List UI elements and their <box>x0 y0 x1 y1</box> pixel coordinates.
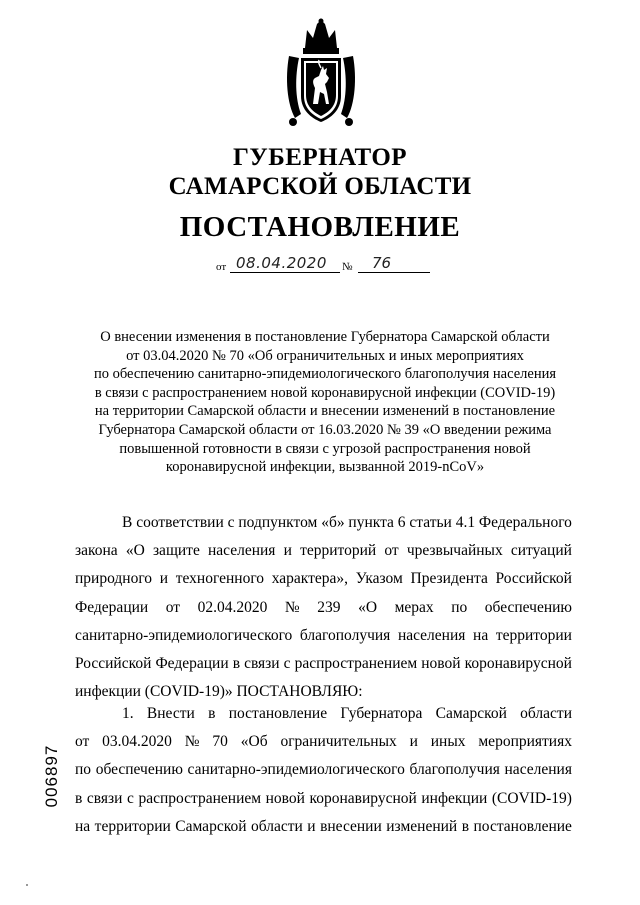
subject-line: повышенной готовности в связи с угрозой распространения новой <box>119 440 531 457</box>
date-label: от <box>216 261 227 273</box>
word: защите <box>152 542 200 560</box>
word: Федерального <box>478 514 572 531</box>
text-line <box>75 728 572 756</box>
date-number-line <box>200 253 440 277</box>
word: области <box>250 817 303 835</box>
word: «б» <box>321 514 345 531</box>
word: на <box>473 626 489 644</box>
word: внесении <box>320 817 382 835</box>
word: Внести <box>146 705 195 722</box>
word: инфекции <box>421 789 488 807</box>
word: подпунктом <box>238 514 318 531</box>
issuer-region: САМАРСКОЙ ОБЛАСТИ <box>168 173 472 200</box>
word: чрезвычайных <box>406 542 503 560</box>
word: в <box>75 789 83 807</box>
word: населения <box>504 761 572 779</box>
word: Федерации <box>155 654 229 672</box>
word: 4.1 <box>455 514 476 531</box>
samara-coat-of-arms-icon <box>285 18 357 130</box>
word: обеспечению <box>484 598 572 616</box>
margin-mark <box>26 884 28 886</box>
preamble-paragraph <box>75 509 572 706</box>
word: санитарно-эпидемиологического <box>75 626 293 644</box>
word: связи <box>244 654 280 672</box>
word: Федерации <box>75 598 149 616</box>
word: благополучия <box>409 761 500 779</box>
word: новой <box>265 789 305 807</box>
text-line <box>75 785 572 813</box>
word: от <box>384 542 399 560</box>
subject-line: коронавирусной инфекции, вызванной 2019-nCoV» <box>165 459 485 476</box>
word: № <box>184 733 200 751</box>
word: 239 <box>317 598 341 616</box>
word: мероприятиях <box>478 733 572 751</box>
text-line <box>75 813 572 841</box>
text-line <box>75 594 572 622</box>
word: территории <box>94 817 171 835</box>
text-line: инфекции (COVID-19)» ПОСТАНОВЛЯЮ: <box>75 683 363 701</box>
word: Российской <box>75 654 152 672</box>
word: коронавирусной <box>309 789 417 807</box>
word: в <box>461 817 470 835</box>
word: «О <box>125 542 145 560</box>
word: 1. <box>122 705 134 722</box>
document-subject <box>75 328 575 477</box>
registration-code: 006897 <box>42 744 61 808</box>
word: ситуаций <box>510 542 572 560</box>
word: и <box>159 570 169 588</box>
word: № <box>284 598 300 616</box>
subject-line: в связи с распространением новой коронавирусной инфекции (COVID-19) <box>94 384 556 401</box>
word: ограничительных <box>280 733 397 751</box>
word: изменений <box>386 817 458 835</box>
date-underline <box>230 272 340 273</box>
word: новой <box>421 654 461 672</box>
word: соответствии <box>136 514 224 531</box>
word: коронавирусной <box>464 654 572 672</box>
number-underline <box>358 272 430 273</box>
word: по <box>75 761 92 779</box>
word: постановление <box>473 817 572 835</box>
word: Российской <box>495 570 572 588</box>
word: и <box>409 733 418 751</box>
word: санитарно-эпидемиологического <box>187 761 405 779</box>
word: территории <box>495 626 572 644</box>
word: распространением <box>138 789 262 807</box>
handwritten-number: 76 <box>372 254 392 272</box>
word: на <box>75 817 91 835</box>
word: распространением <box>294 654 418 672</box>
word: Президента <box>410 570 488 588</box>
text-line <box>75 622 572 650</box>
word: статьи <box>409 514 452 531</box>
word: и <box>307 817 316 835</box>
word: 6 <box>397 514 406 531</box>
handwritten-date: 08.04.2020 <box>236 254 327 272</box>
subject-line: от 03.04.2020 № 70 «Об ограничительных и иных мероприятиях <box>126 347 524 364</box>
word: постановление <box>228 705 328 722</box>
word: 02.04.2020 <box>197 598 268 616</box>
word: по <box>451 598 468 616</box>
word: характера», <box>271 570 349 588</box>
word: и <box>283 542 292 560</box>
word: обеспечению <box>95 761 183 779</box>
word: «О <box>358 598 378 616</box>
word: в <box>208 705 216 722</box>
word: от <box>75 733 90 751</box>
subject-line: О внесении изменения в постановление Губернатора Самарской области <box>100 329 550 345</box>
word: с <box>283 654 291 672</box>
word: техногенного <box>175 570 265 588</box>
word: территорий <box>300 542 377 560</box>
word: пункта <box>348 514 394 531</box>
text-line <box>75 756 572 784</box>
text-line <box>75 650 572 678</box>
number-label: № <box>342 261 353 273</box>
word: от <box>165 598 181 616</box>
word: В <box>122 514 133 531</box>
subject-line: Губернатора Самарской области от 16.03.2020 № 39 «О введении режима <box>98 421 552 438</box>
word: 70 <box>212 733 228 751</box>
word: Губернатора <box>340 705 423 722</box>
word: населения <box>207 542 276 560</box>
word: природного <box>75 570 153 588</box>
clause-1-paragraph <box>75 700 572 841</box>
word: области <box>520 705 572 722</box>
text-line <box>75 509 572 537</box>
issuer-title: ГУБЕРНАТОР <box>232 144 408 171</box>
word: (COVID-19) <box>491 789 572 807</box>
word: Самарской <box>435 705 507 722</box>
word: мерах <box>394 598 434 616</box>
word: Указом <box>355 570 403 588</box>
word: с <box>127 789 134 807</box>
word: «Об <box>240 733 268 751</box>
word: благополучия <box>299 626 391 644</box>
word: в <box>232 654 241 672</box>
word: Самарской <box>175 817 247 835</box>
subject-line: на территории Самарской области и внесении изменений в постановление <box>94 403 556 420</box>
word: 03.04.2020 <box>102 733 172 751</box>
text-line <box>75 537 572 565</box>
word: населения <box>397 626 466 644</box>
document-type: ПОСТАНОВЛЕНИЕ <box>179 211 461 243</box>
text-line <box>75 565 572 593</box>
subject-line: по обеспечению санитарно-эпидемиологического благополучия населения <box>93 366 557 383</box>
word: с <box>227 514 235 531</box>
text-line <box>75 700 572 728</box>
word: закона <box>75 542 118 560</box>
word: иных <box>430 733 466 751</box>
word: связи <box>86 789 123 807</box>
